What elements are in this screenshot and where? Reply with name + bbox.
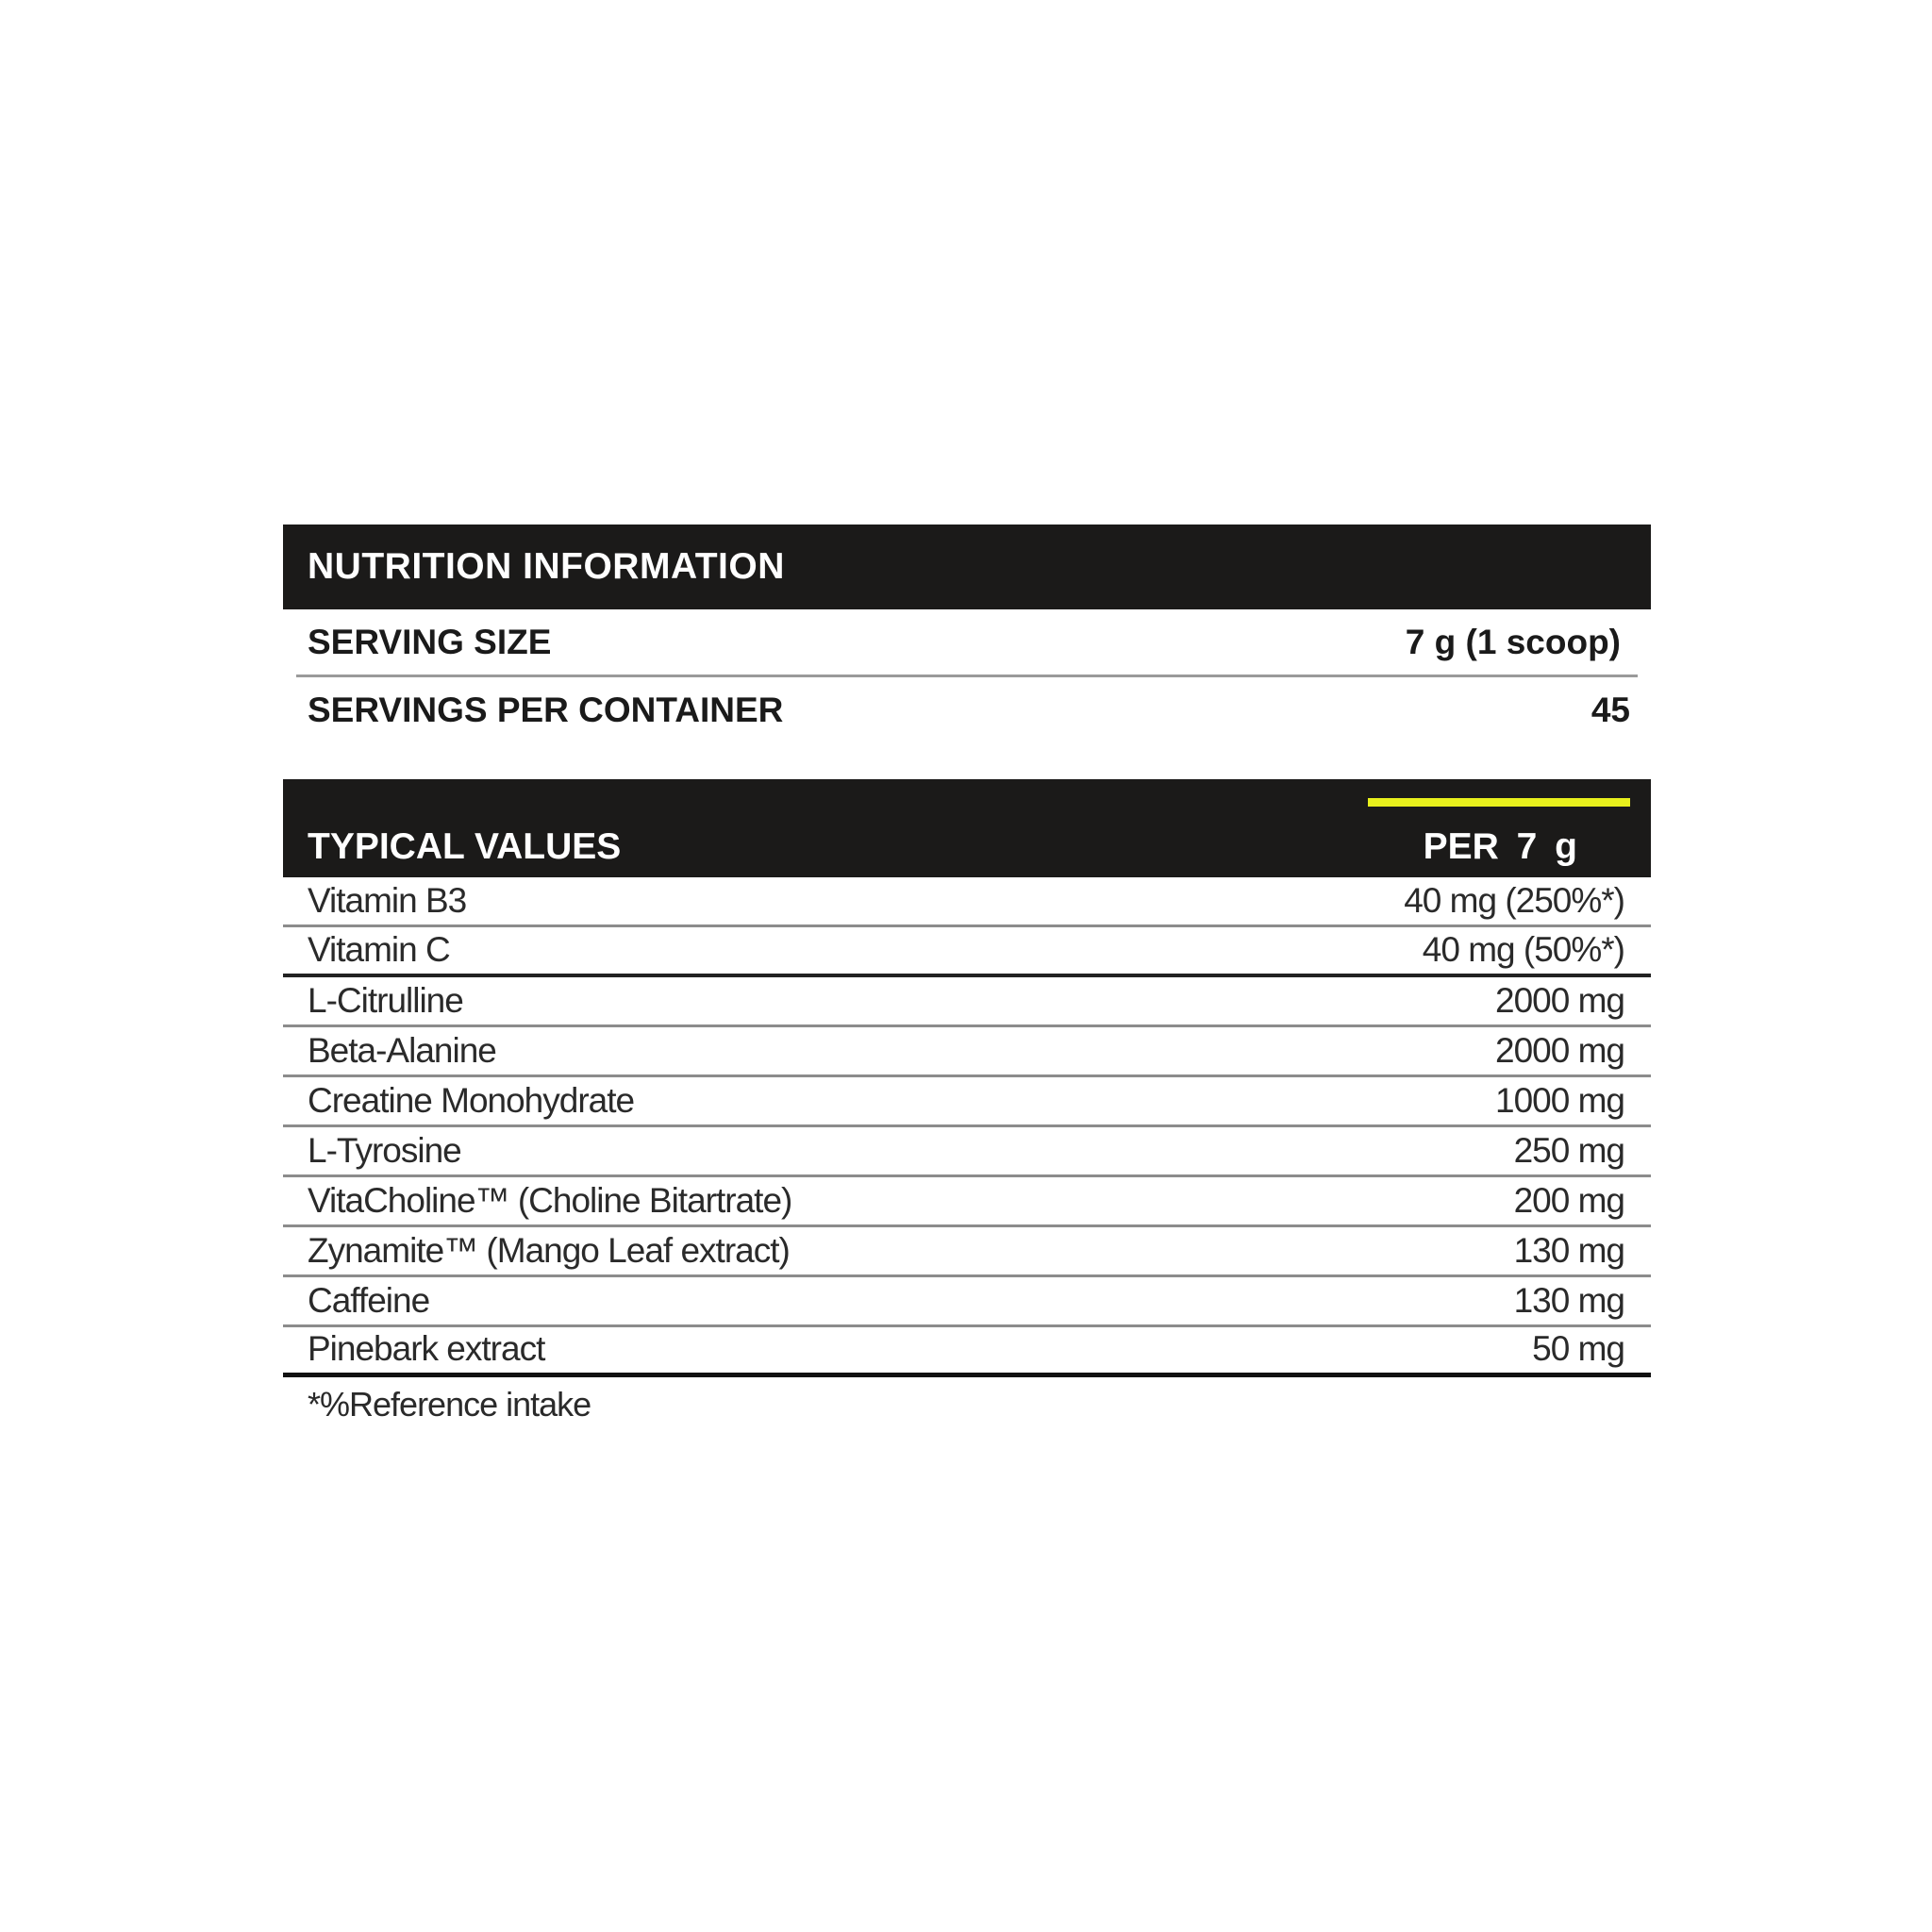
nutrient-name: L-Tyrosine (308, 1131, 461, 1170)
nutrient-value: 40 mg (50%*) (1422, 930, 1624, 969)
nutrient-value: 40 mg (250%*) (1404, 881, 1624, 920)
nutrient-value: 1000 mg (1495, 1081, 1624, 1120)
nutrient-value: 2000 mg (1495, 981, 1624, 1020)
nutrient-name: Vitamin C (308, 930, 450, 969)
nutrient-name: VitaCholine™ (Choline Bitartrate) (308, 1181, 792, 1220)
nutrient-row (283, 877, 1651, 927)
per-serving-label: PER 7 g (1423, 826, 1577, 867)
nutrient-row (283, 1227, 1651, 1277)
panel-title: NUTRITION INFORMATION (308, 546, 785, 587)
nutrient-value: 50 mg (1532, 1329, 1624, 1368)
servings-per-container-row (283, 677, 1651, 743)
serving-size-value: 7 g (1 scoop) (1405, 622, 1621, 661)
servings-per-container-value: 45 (1591, 691, 1630, 729)
nutrient-row (283, 977, 1651, 1027)
typical-values-bar (283, 779, 1651, 877)
nutrient-name: Caffeine (308, 1281, 430, 1320)
nutrient-name: Zynamite™ (Mango Leaf extract) (308, 1231, 790, 1270)
nutrient-value: 130 mg (1513, 1281, 1624, 1320)
serving-size-label: SERVING SIZE (308, 622, 552, 661)
nutrient-value: 250 mg (1513, 1131, 1624, 1170)
nutrient-list (283, 877, 1651, 1377)
nutrient-row (283, 1077, 1651, 1127)
nutrient-row (283, 1177, 1651, 1227)
typical-values-label: TYPICAL VALUES (308, 826, 622, 867)
nutrient-name: Beta-Alanine (308, 1031, 496, 1070)
reference-intake-footnote: *%Reference intake (308, 1385, 591, 1424)
nutrient-row (283, 1327, 1651, 1377)
nutrient-value: 130 mg (1513, 1231, 1624, 1270)
nutrient-value: 200 mg (1513, 1181, 1624, 1220)
nutrient-row (283, 1127, 1651, 1177)
nutrient-row (283, 927, 1651, 977)
nutrient-name: Vitamin B3 (308, 881, 467, 920)
title-bar (283, 525, 1651, 609)
nutrient-name: Creatine Monohydrate (308, 1081, 635, 1120)
nutrient-row (283, 1027, 1651, 1077)
serving-size-row (296, 609, 1638, 677)
nutrient-name: Pinebark extract (308, 1329, 545, 1368)
accent-line (1368, 798, 1630, 807)
nutrient-row (283, 1277, 1651, 1327)
nutrition-panel (283, 525, 1651, 1424)
nutrient-value: 2000 mg (1495, 1031, 1624, 1070)
nutrient-name: L-Citrulline (308, 981, 463, 1020)
servings-per-container-label: SERVINGS PER CONTAINER (308, 691, 784, 729)
